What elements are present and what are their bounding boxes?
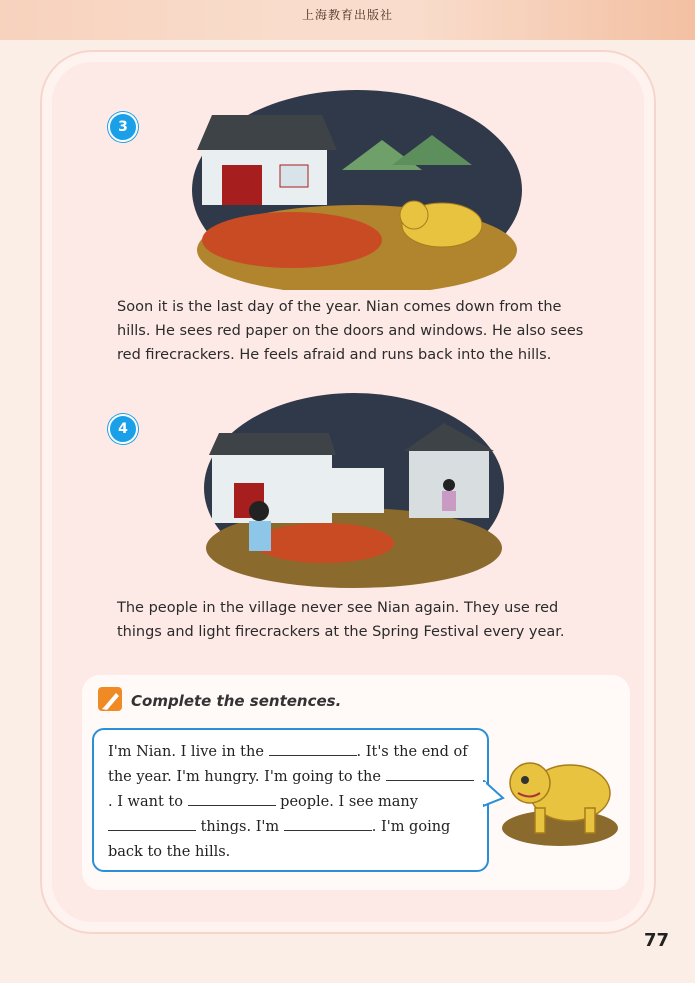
page-number: 77	[643, 930, 669, 951]
fill-in-paragraph	[108, 740, 478, 865]
segment-3: . I want to	[108, 794, 188, 810]
segment-6: . I'm going back to the hills.	[108, 819, 451, 860]
segment-2: . It's the end of the year. I'm hungry. I'm going to the	[108, 744, 468, 785]
illustration-village-night	[192, 90, 522, 290]
story-text-4: The people in the village never see Nian again. They use red things and light firecrackers at the Spring Festival every year.	[117, 600, 565, 640]
exercise-instruction: Complete the sentences.	[131, 692, 342, 710]
step-badge-3: 3	[108, 112, 138, 142]
illustration-villagers-firecrackers	[204, 393, 504, 588]
blank-4[interactable]	[108, 816, 196, 831]
blank-1[interactable]	[269, 741, 357, 756]
nian-monster-illustration	[500, 738, 620, 848]
story-text-3: Soon it is the last day of the year. Nian comes down from the hills. He sees red paper on the doors and windows. He also sees red firecrackers. He feels afraid and runs back into the hills.	[117, 299, 584, 363]
publisher-name: 上海教育出版社	[301, 8, 393, 22]
segment-5: things. I'm	[196, 819, 284, 835]
blank-3[interactable]	[188, 791, 276, 806]
step-badge-4: 4	[108, 414, 138, 444]
blank-2[interactable]	[386, 766, 474, 781]
blank-5[interactable]	[284, 816, 372, 831]
pencil-icon	[96, 685, 124, 713]
segment-1: I'm Nian. I live in the	[108, 744, 269, 760]
segment-4: people. I see many	[275, 794, 418, 810]
